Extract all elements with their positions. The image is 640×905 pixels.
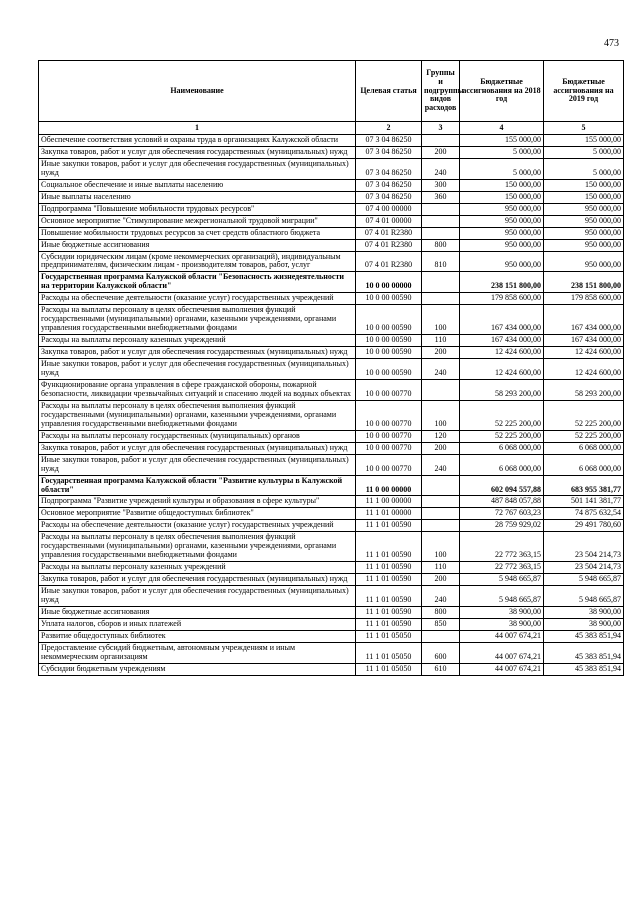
- row-amount-2019-cell: 6 068 000,00: [544, 442, 624, 454]
- row-target-code-cell: 07 4 01 R2380: [356, 227, 422, 239]
- row-amount-2019-cell: 167 434 000,00: [544, 335, 624, 347]
- row-amount-2019-cell: 12 424 600,00: [544, 347, 624, 359]
- row-expense-group-cell: 240: [422, 158, 460, 179]
- row-name-cell: Иные бюджетные ассигнования: [39, 239, 356, 251]
- column-number: 3: [422, 122, 460, 135]
- column-number: 2: [356, 122, 422, 135]
- row-amount-2018-cell: 179 858 600,00: [460, 293, 544, 305]
- row-expense-group-cell: [422, 379, 460, 400]
- row-name-cell: Уплата налогов, сборов и иных платежей: [39, 618, 356, 630]
- row-amount-2018-cell: 950 000,00: [460, 215, 544, 227]
- row-amount-2019-cell: 155 000,00: [544, 135, 624, 147]
- row-expense-group-cell: 200: [422, 347, 460, 359]
- row-amount-2019-cell: 38 900,00: [544, 606, 624, 618]
- row-expense-group-cell: 110: [422, 335, 460, 347]
- table-body: [39, 135, 624, 676]
- row-expense-group-cell: [422, 135, 460, 147]
- row-name-cell: Функционирование органа управления в сфере гражданской обороны, пожарной безопасности, ликвидации чрезвычайных ситуаций и спасению людей на водных объектах: [39, 379, 356, 400]
- row-target-code-cell: 07 3 04 86250: [356, 158, 422, 179]
- row-amount-2018-cell: 22 772 363,15: [460, 562, 544, 574]
- row-amount-2018-cell: 5 000,00: [460, 146, 544, 158]
- row-amount-2019-cell: 5 000,00: [544, 146, 624, 158]
- row-amount-2018-cell: 167 434 000,00: [460, 335, 544, 347]
- row-expense-group-cell: 100: [422, 305, 460, 335]
- row-amount-2019-cell: 58 293 200,00: [544, 379, 624, 400]
- row-name-cell: Иные закупки товаров, работ и услуг для обеспечения государственных (муниципальных) нужд: [39, 158, 356, 179]
- column-number: 5: [544, 122, 624, 135]
- table-row: [39, 305, 624, 335]
- row-expense-group-cell: [422, 496, 460, 508]
- row-expense-group-cell: [422, 293, 460, 305]
- row-name-cell: Закупка товаров, работ и услуг для обеспечения государственных (муниципальных) нужд: [39, 146, 356, 158]
- page-number: 473: [604, 38, 619, 49]
- row-amount-2019-cell: 52 225 200,00: [544, 400, 624, 430]
- row-expense-group-cell: 610: [422, 663, 460, 675]
- row-name-cell: Расходы на обеспечение деятельности (оказание услуг) государственных учреждений: [39, 293, 356, 305]
- header-name: Наименование: [39, 61, 356, 122]
- row-amount-2019-cell: 950 000,00: [544, 203, 624, 215]
- row-expense-group-cell: 240: [422, 359, 460, 380]
- row-expense-group-cell: 240: [422, 454, 460, 475]
- row-amount-2019-cell: 5 000,00: [544, 158, 624, 179]
- table-row: [39, 454, 624, 475]
- row-name-cell: Государственная программа Калужской области "Безопасность жизнедеятельности на территории Калужской области": [39, 272, 356, 293]
- row-expense-group-cell: 810: [422, 251, 460, 272]
- row-target-code-cell: 10 0 00 00770: [356, 379, 422, 400]
- row-amount-2018-cell: 38 900,00: [460, 618, 544, 630]
- row-target-code-cell: 07 3 04 86250: [356, 146, 422, 158]
- row-name-cell: Предоставление субсидий бюджетным, автономным учреждениям и иным некоммерческим организациям: [39, 642, 356, 663]
- column-number: 1: [39, 122, 356, 135]
- row-name-cell: Повышение мобильности трудовых ресурсов за счет средств областного бюджета: [39, 227, 356, 239]
- row-target-code-cell: 10 0 00 00000: [356, 272, 422, 293]
- table-row: [39, 146, 624, 158]
- row-amount-2018-cell: 6 068 000,00: [460, 442, 544, 454]
- row-amount-2019-cell: 683 955 381,77: [544, 475, 624, 496]
- row-amount-2018-cell: 5 948 665,87: [460, 574, 544, 586]
- row-expense-group-cell: 200: [422, 146, 460, 158]
- table-row: [39, 251, 624, 272]
- row-amount-2018-cell: 167 434 000,00: [460, 305, 544, 335]
- row-amount-2019-cell: 950 000,00: [544, 227, 624, 239]
- row-name-cell: Государственная программа Калужской области "Развитие культуры в Калужской области": [39, 475, 356, 496]
- row-expense-group-cell: 800: [422, 239, 460, 251]
- row-target-code-cell: 07 4 01 R2380: [356, 251, 422, 272]
- column-number: 4: [460, 122, 544, 135]
- row-amount-2018-cell: 487 848 057,88: [460, 496, 544, 508]
- row-target-code-cell: 07 3 04 86250: [356, 179, 422, 191]
- row-target-code-cell: 07 4 00 00000: [356, 203, 422, 215]
- row-expense-group-cell: [422, 520, 460, 532]
- row-name-cell: Расходы на выплаты персоналу в целях обеспечения выполнения функций государственными (муниципальными) органами, казенными учреждениями, органами управления государственными внебюджетными фондами: [39, 305, 356, 335]
- row-target-code-cell: 10 0 00 00770: [356, 454, 422, 475]
- header-allocations-2018: Бюджетные ассигнования на 2018 год: [460, 61, 544, 122]
- table-row: [39, 520, 624, 532]
- row-name-cell: Расходы на выплаты персоналу в целях обеспечения выполнения функций государственными (муниципальными) органами, казенными учреждениями, органами управления государственными внебюджетными фондами: [39, 532, 356, 562]
- row-name-cell: Субсидии бюджетным учреждениям: [39, 663, 356, 675]
- row-amount-2019-cell: 150 000,00: [544, 191, 624, 203]
- row-amount-2018-cell: 950 000,00: [460, 251, 544, 272]
- row-amount-2019-cell: 167 434 000,00: [544, 305, 624, 335]
- row-expense-group-cell: 100: [422, 400, 460, 430]
- row-amount-2018-cell: 12 424 600,00: [460, 359, 544, 380]
- row-target-code-cell: 07 4 01 R2380: [356, 239, 422, 251]
- row-target-code-cell: 11 1 01 00590: [356, 606, 422, 618]
- row-amount-2019-cell: 6 068 000,00: [544, 454, 624, 475]
- row-target-code-cell: 10 0 00 00770: [356, 400, 422, 430]
- row-expense-group-cell: [422, 508, 460, 520]
- row-amount-2019-cell: 23 504 214,73: [544, 562, 624, 574]
- table-row: [39, 442, 624, 454]
- table-row: [39, 562, 624, 574]
- table-row: [39, 642, 624, 663]
- row-name-cell: Закупка товаров, работ и услуг для обеспечения государственных (муниципальных) нужд: [39, 574, 356, 586]
- row-expense-group-cell: 360: [422, 191, 460, 203]
- row-amount-2018-cell: 22 772 363,15: [460, 532, 544, 562]
- row-amount-2018-cell: 28 759 929,02: [460, 520, 544, 532]
- row-target-code-cell: 11 1 01 00590: [356, 562, 422, 574]
- row-amount-2019-cell: 45 383 851,94: [544, 663, 624, 675]
- row-amount-2019-cell: 5 948 665,87: [544, 574, 624, 586]
- row-amount-2019-cell: 45 383 851,94: [544, 642, 624, 663]
- row-amount-2018-cell: 38 900,00: [460, 606, 544, 618]
- row-amount-2018-cell: 12 424 600,00: [460, 347, 544, 359]
- row-target-code-cell: 11 1 01 00590: [356, 618, 422, 630]
- row-amount-2019-cell: 45 383 851,94: [544, 630, 624, 642]
- row-expense-group-cell: [422, 215, 460, 227]
- table-row: [39, 215, 624, 227]
- row-name-cell: Расходы на выплаты персоналу казенных учреждений: [39, 562, 356, 574]
- table-row: [39, 135, 624, 147]
- row-amount-2019-cell: 23 504 214,73: [544, 532, 624, 562]
- row-expense-group-cell: 300: [422, 179, 460, 191]
- table-row: [39, 158, 624, 179]
- row-name-cell: Расходы на выплаты персоналу в целях обеспечения выполнения функций государственными (муниципальными) органами, казенными учреждениями, органами управления государственными внебюджетными фондами: [39, 400, 356, 430]
- row-amount-2019-cell: 5 948 665,87: [544, 586, 624, 607]
- row-amount-2019-cell: 950 000,00: [544, 251, 624, 272]
- table-row: [39, 179, 624, 191]
- table-row: [39, 359, 624, 380]
- row-target-code-cell: 10 0 00 00590: [356, 305, 422, 335]
- table-row: [39, 586, 624, 607]
- row-name-cell: Закупка товаров, работ и услуг для обеспечения государственных (муниципальных) нужд: [39, 442, 356, 454]
- row-name-cell: Социальное обеспечение и иные выплаты населению: [39, 179, 356, 191]
- table-row: [39, 430, 624, 442]
- row-expense-group-cell: 120: [422, 430, 460, 442]
- row-name-cell: Иные закупки товаров, работ и услуг для обеспечения государственных (муниципальных) нужд: [39, 586, 356, 607]
- row-target-code-cell: 07 3 04 86250: [356, 191, 422, 203]
- row-target-code-cell: 11 1 01 05050: [356, 663, 422, 675]
- table-row: [39, 618, 624, 630]
- table-row: [39, 606, 624, 618]
- table-row: [39, 475, 624, 496]
- table-row: [39, 191, 624, 203]
- row-amount-2018-cell: 950 000,00: [460, 227, 544, 239]
- row-name-cell: Основное мероприятие "Стимулирование межрегиональной трудовой миграции": [39, 215, 356, 227]
- row-target-code-cell: 10 0 00 00590: [356, 347, 422, 359]
- table-row: [39, 293, 624, 305]
- row-amount-2018-cell: 44 007 674,21: [460, 642, 544, 663]
- row-target-code-cell: 11 1 01 00590: [356, 574, 422, 586]
- table-row: [39, 574, 624, 586]
- row-amount-2019-cell: 501 141 381,77: [544, 496, 624, 508]
- row-amount-2018-cell: 238 151 800,00: [460, 272, 544, 293]
- row-amount-2019-cell: 12 424 600,00: [544, 359, 624, 380]
- row-target-code-cell: 10 0 00 00770: [356, 442, 422, 454]
- row-name-cell: Развитие общедоступных библиотек: [39, 630, 356, 642]
- row-amount-2018-cell: 155 000,00: [460, 135, 544, 147]
- row-name-cell: Основное мероприятие "Развитие общедоступных библиотек": [39, 508, 356, 520]
- row-target-code-cell: 11 1 01 00000: [356, 508, 422, 520]
- row-target-code-cell: 10 0 00 00590: [356, 293, 422, 305]
- row-target-code-cell: 11 0 00 00000: [356, 475, 422, 496]
- row-expense-group-cell: [422, 272, 460, 293]
- row-amount-2018-cell: 6 068 000,00: [460, 454, 544, 475]
- table-row: [39, 335, 624, 347]
- row-name-cell: Подпрограмма "Повышение мобильности трудовых ресурсов": [39, 203, 356, 215]
- row-name-cell: Субсидии юридическим лицам (кроме некоммерческих организаций), индивидуальным предпринимателям, физическим лицам - производителям товаров, работ, услуг: [39, 251, 356, 272]
- row-name-cell: Иные бюджетные ассигнования: [39, 606, 356, 618]
- row-target-code-cell: 11 1 01 00590: [356, 586, 422, 607]
- row-expense-group-cell: 240: [422, 586, 460, 607]
- table-row: [39, 496, 624, 508]
- table-row: [39, 203, 624, 215]
- row-name-cell: Иные выплаты населению: [39, 191, 356, 203]
- row-name-cell: Иные закупки товаров, работ и услуг для обеспечения государственных (муниципальных) нужд: [39, 359, 356, 380]
- table-header-row: [39, 61, 624, 122]
- row-amount-2019-cell: 29 491 780,60: [544, 520, 624, 532]
- row-amount-2018-cell: 44 007 674,21: [460, 663, 544, 675]
- row-expense-group-cell: 110: [422, 562, 460, 574]
- row-amount-2019-cell: 52 225 200,00: [544, 430, 624, 442]
- row-amount-2018-cell: 150 000,00: [460, 179, 544, 191]
- header-expense-groups: Группы и подгруппы видов расходов: [422, 61, 460, 122]
- row-amount-2018-cell: 5 948 665,87: [460, 586, 544, 607]
- header-target-article: Целевая статья: [356, 61, 422, 122]
- table-row: [39, 347, 624, 359]
- row-expense-group-cell: 850: [422, 618, 460, 630]
- row-amount-2018-cell: 72 767 603,23: [460, 508, 544, 520]
- row-name-cell: Расходы на выплаты персоналу казенных учреждений: [39, 335, 356, 347]
- row-expense-group-cell: 100: [422, 532, 460, 562]
- row-expense-group-cell: [422, 227, 460, 239]
- table-row: [39, 532, 624, 562]
- row-name-cell: Иные закупки товаров, работ и услуг для обеспечения государственных (муниципальных) нужд: [39, 454, 356, 475]
- header-allocations-2019: Бюджетные ассигнования на 2019 год: [544, 61, 624, 122]
- row-target-code-cell: 10 0 00 00590: [356, 359, 422, 380]
- table-row: [39, 272, 624, 293]
- row-amount-2018-cell: 52 225 200,00: [460, 400, 544, 430]
- row-expense-group-cell: [422, 203, 460, 215]
- row-target-code-cell: 11 1 01 00590: [356, 520, 422, 532]
- row-amount-2019-cell: 74 875 632,54: [544, 508, 624, 520]
- table-row: [39, 663, 624, 675]
- row-amount-2019-cell: 238 151 800,00: [544, 272, 624, 293]
- row-name-cell: Подпрограмма "Развитие учреждений культуры и образования в сфере культуры": [39, 496, 356, 508]
- row-amount-2018-cell: 950 000,00: [460, 239, 544, 251]
- row-amount-2019-cell: 950 000,00: [544, 239, 624, 251]
- row-expense-group-cell: 800: [422, 606, 460, 618]
- row-name-cell: Обеспечение соответствия условий и охраны труда в организациях Калужской области: [39, 135, 356, 147]
- row-target-code-cell: 10 0 00 00770: [356, 430, 422, 442]
- row-target-code-cell: 11 1 01 05050: [356, 630, 422, 642]
- column-number-row: [39, 122, 624, 135]
- budget-table: [38, 60, 624, 676]
- row-expense-group-cell: 200: [422, 442, 460, 454]
- row-target-code-cell: 11 1 01 05050: [356, 642, 422, 663]
- table-row: [39, 239, 624, 251]
- row-expense-group-cell: [422, 475, 460, 496]
- row-target-code-cell: 07 3 04 86250: [356, 135, 422, 147]
- table-row: [39, 508, 624, 520]
- row-expense-group-cell: 600: [422, 642, 460, 663]
- row-amount-2018-cell: 150 000,00: [460, 191, 544, 203]
- row-amount-2019-cell: 38 900,00: [544, 618, 624, 630]
- row-target-code-cell: 11 1 00 00000: [356, 496, 422, 508]
- row-target-code-cell: 07 4 01 00000: [356, 215, 422, 227]
- table-row: [39, 630, 624, 642]
- row-amount-2019-cell: 950 000,00: [544, 215, 624, 227]
- row-expense-group-cell: 200: [422, 574, 460, 586]
- row-amount-2018-cell: 52 225 200,00: [460, 430, 544, 442]
- row-amount-2018-cell: 44 007 674,21: [460, 630, 544, 642]
- row-amount-2019-cell: 150 000,00: [544, 179, 624, 191]
- row-name-cell: Расходы на выплаты персоналу государственных (муниципальных) органов: [39, 430, 356, 442]
- row-name-cell: Закупка товаров, работ и услуг для обеспечения государственных (муниципальных) нужд: [39, 347, 356, 359]
- table-row: [39, 379, 624, 400]
- table-row: [39, 400, 624, 430]
- row-target-code-cell: 11 1 01 00590: [356, 532, 422, 562]
- row-amount-2019-cell: 179 858 600,00: [544, 293, 624, 305]
- row-amount-2018-cell: 602 094 557,88: [460, 475, 544, 496]
- table-row: [39, 227, 624, 239]
- row-expense-group-cell: [422, 630, 460, 642]
- row-amount-2018-cell: 950 000,00: [460, 203, 544, 215]
- row-name-cell: Расходы на обеспечение деятельности (оказание услуг) государственных учреждений: [39, 520, 356, 532]
- row-amount-2018-cell: 5 000,00: [460, 158, 544, 179]
- row-target-code-cell: 10 0 00 00590: [356, 335, 422, 347]
- row-amount-2018-cell: 58 293 200,00: [460, 379, 544, 400]
